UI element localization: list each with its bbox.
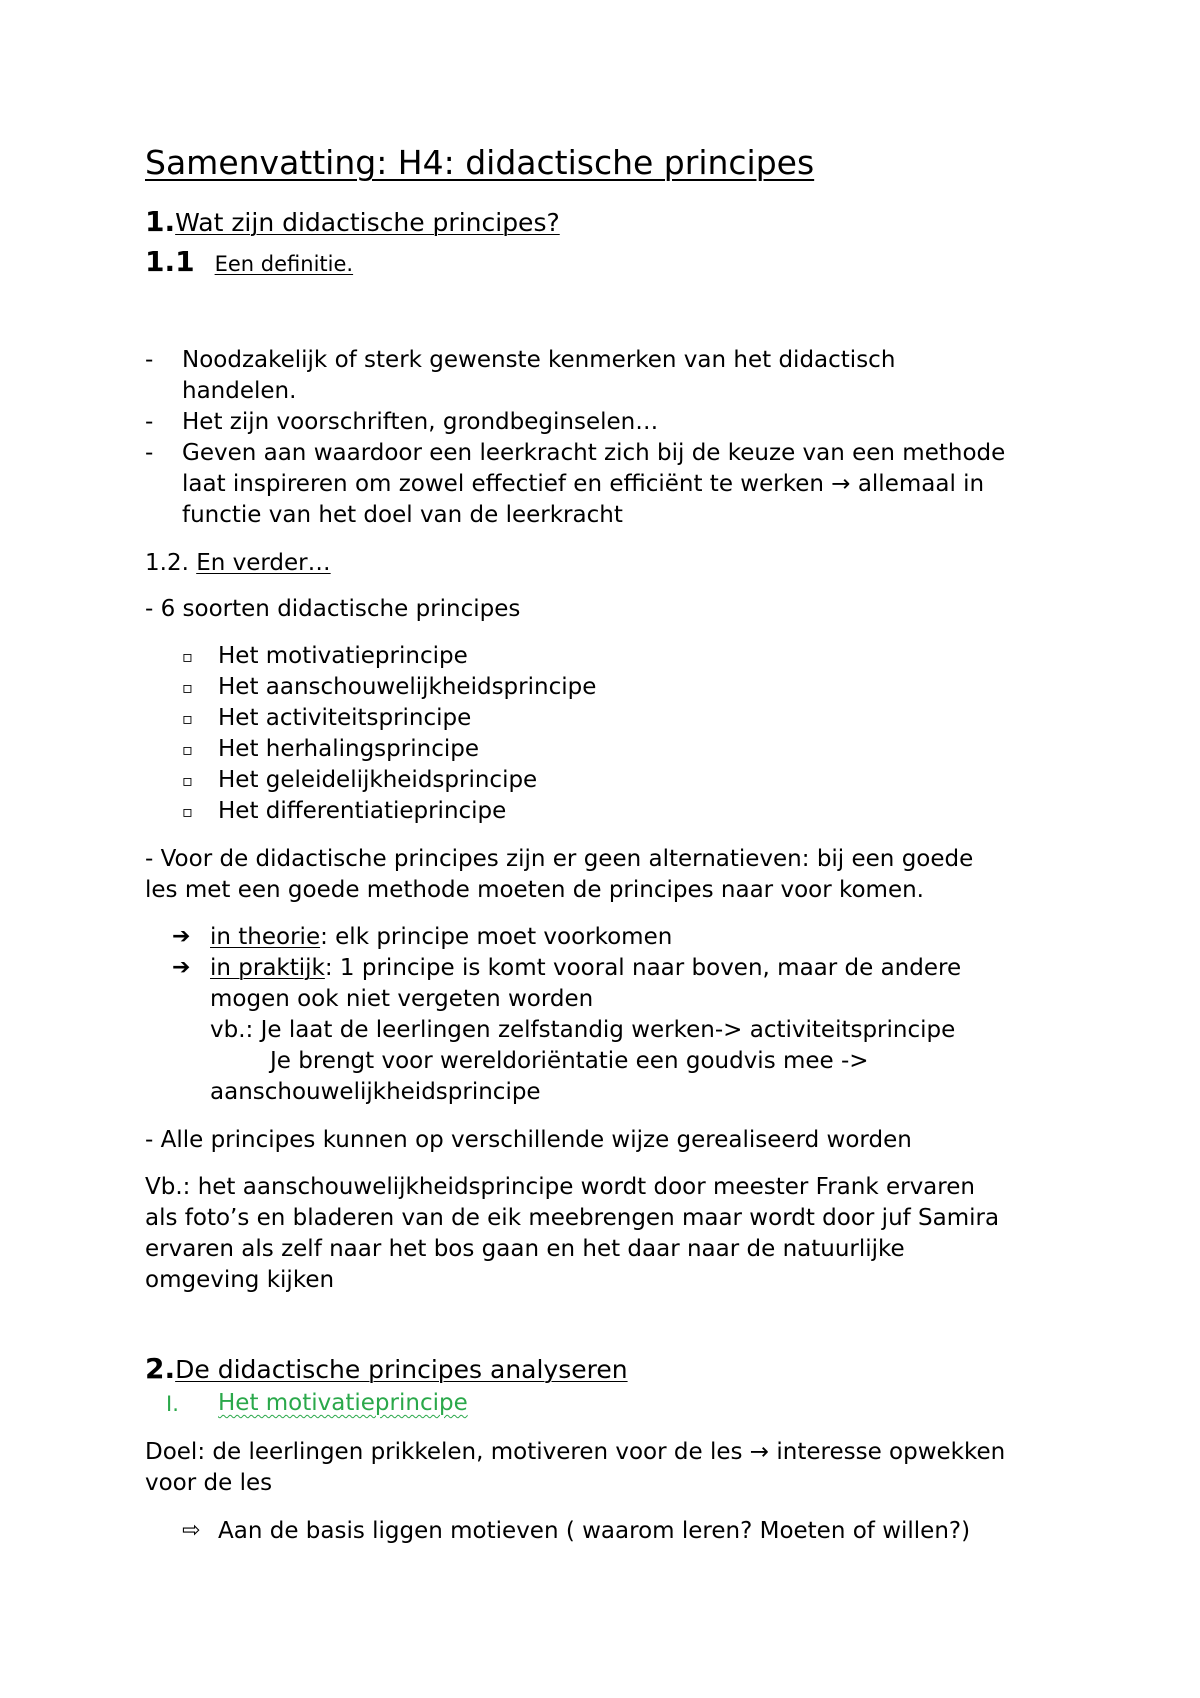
principle-item: Het aanschouwelijkheidsprincipe <box>218 674 597 700</box>
principle-item: Het differentiatieprincipe <box>218 798 507 824</box>
list-item-continuation: laat inspireren om zowel effectief en efficiënt te werken → allemaal in <box>182 471 985 497</box>
practice-text: : 1 principe is komt vooral naar boven, maar de andere <box>324 955 962 981</box>
subsection-1-1-heading <box>145 245 354 278</box>
vb-line: omgeving kijken <box>145 1267 335 1293</box>
theory-text: : elk principe moet voorkomen <box>320 924 673 950</box>
theory-label: in theorie <box>210 924 321 950</box>
bullet-icon: ▫ <box>182 709 193 728</box>
subsection-1-2-heading <box>145 552 331 575</box>
example-line: Je brengt voor wereldoriëntatie een goudvis mee -> <box>270 1048 869 1074</box>
example-line: aanschouwelijkheidsprincipe <box>210 1079 541 1105</box>
theory-line <box>210 926 672 949</box>
goal-line: voor de les <box>145 1470 273 1496</box>
subsection-1-1-title: Een definitie. <box>214 252 354 276</box>
dash-icon: - <box>145 409 154 435</box>
section-2-title: De didactische principes analyseren <box>175 1355 628 1384</box>
bullet-icon: ▫ <box>182 678 193 697</box>
list-item: Noodzakelijk of sterk gewenste kenmerken van het didactisch <box>182 347 896 373</box>
example-line: vb.: Je laat de leerlingen zelfstandig werken-> activiteitsprincipe <box>210 1017 956 1043</box>
practice-line <box>210 957 961 980</box>
dash-icon: - <box>145 347 154 373</box>
bullet-icon: ▫ <box>182 771 193 790</box>
bullet-icon: ▫ <box>182 802 193 821</box>
list-item: Geven aan waardoor een leerkracht zich bij de keuze van een methode <box>182 440 1006 466</box>
alternatives-line: les met een goede methode moeten de principes naar voor komen. <box>145 877 924 903</box>
principles-intro: - 6 soorten didactische principes <box>145 596 521 622</box>
vb-line: ervaren als zelf naar het bos gaan en het daar naar de natuurlijke <box>145 1236 905 1262</box>
list-item: Het zijn voorschriften, grondbeginselen… <box>182 409 659 435</box>
section-2-heading <box>145 1352 628 1385</box>
bullet-icon: ▫ <box>182 740 193 759</box>
dash-icon: - <box>145 440 154 466</box>
subsection-1-1-number: 1.1 <box>145 245 195 278</box>
principle-item: Het motivatieprincipe <box>218 643 468 669</box>
practice-label: in praktijk <box>210 955 325 981</box>
principle-item: Het herhalingsprincipe <box>218 736 479 762</box>
subsection-1-2-title: En verder… <box>196 550 331 576</box>
principle-item: Het geleidelijkheidsprincipe <box>218 767 538 793</box>
section-1-title: Wat zijn didactische principes? <box>175 208 560 237</box>
list-item-continuation: handelen. <box>182 378 297 404</box>
principle-item: Het activiteitsprincipe <box>218 705 472 731</box>
alternatives-line: - Voor de didactische principes zijn er geen alternatieven: bij een goede <box>145 846 974 872</box>
motivation-subheading: Het motivatieprincipe <box>218 1390 468 1416</box>
all-principles-line: - Alle principes kunnen op verschillende wijze gerealiseerd worden <box>145 1127 912 1153</box>
subsection-1-2-number: 1.2. <box>145 550 189 576</box>
section-1-heading <box>145 205 560 238</box>
bullet-icon: ▫ <box>182 647 193 666</box>
list-item-continuation: functie van het doel van de leerkracht <box>182 502 623 528</box>
section-1-number: 1. <box>145 205 176 238</box>
roman-numeral: I. <box>166 1392 179 1416</box>
document-title: Samenvatting: H4: didactische principes <box>145 143 815 182</box>
vb-line: Vb.: het aanschouwelijkheidsprincipe wordt door meester Frank ervaren <box>145 1174 975 1200</box>
hollow-arrow-icon: ⇨ <box>182 1518 201 1543</box>
vb-line: als foto’s en bladeren van de eik meebrengen maar wordt door juf Samira <box>145 1205 1000 1231</box>
practice-continuation: mogen ook niet vergeten worden <box>210 986 594 1012</box>
arrow-right-icon: ➔ <box>172 955 191 980</box>
section-2-number: 2. <box>145 1352 176 1385</box>
basis-line: Aan de basis liggen motieven ( waarom leren? Moeten of willen?) <box>218 1518 971 1544</box>
goal-line: Doel: de leerlingen prikkelen, motiveren voor de les → interesse opwekken <box>145 1439 1006 1465</box>
arrow-right-icon: ➔ <box>172 924 191 949</box>
